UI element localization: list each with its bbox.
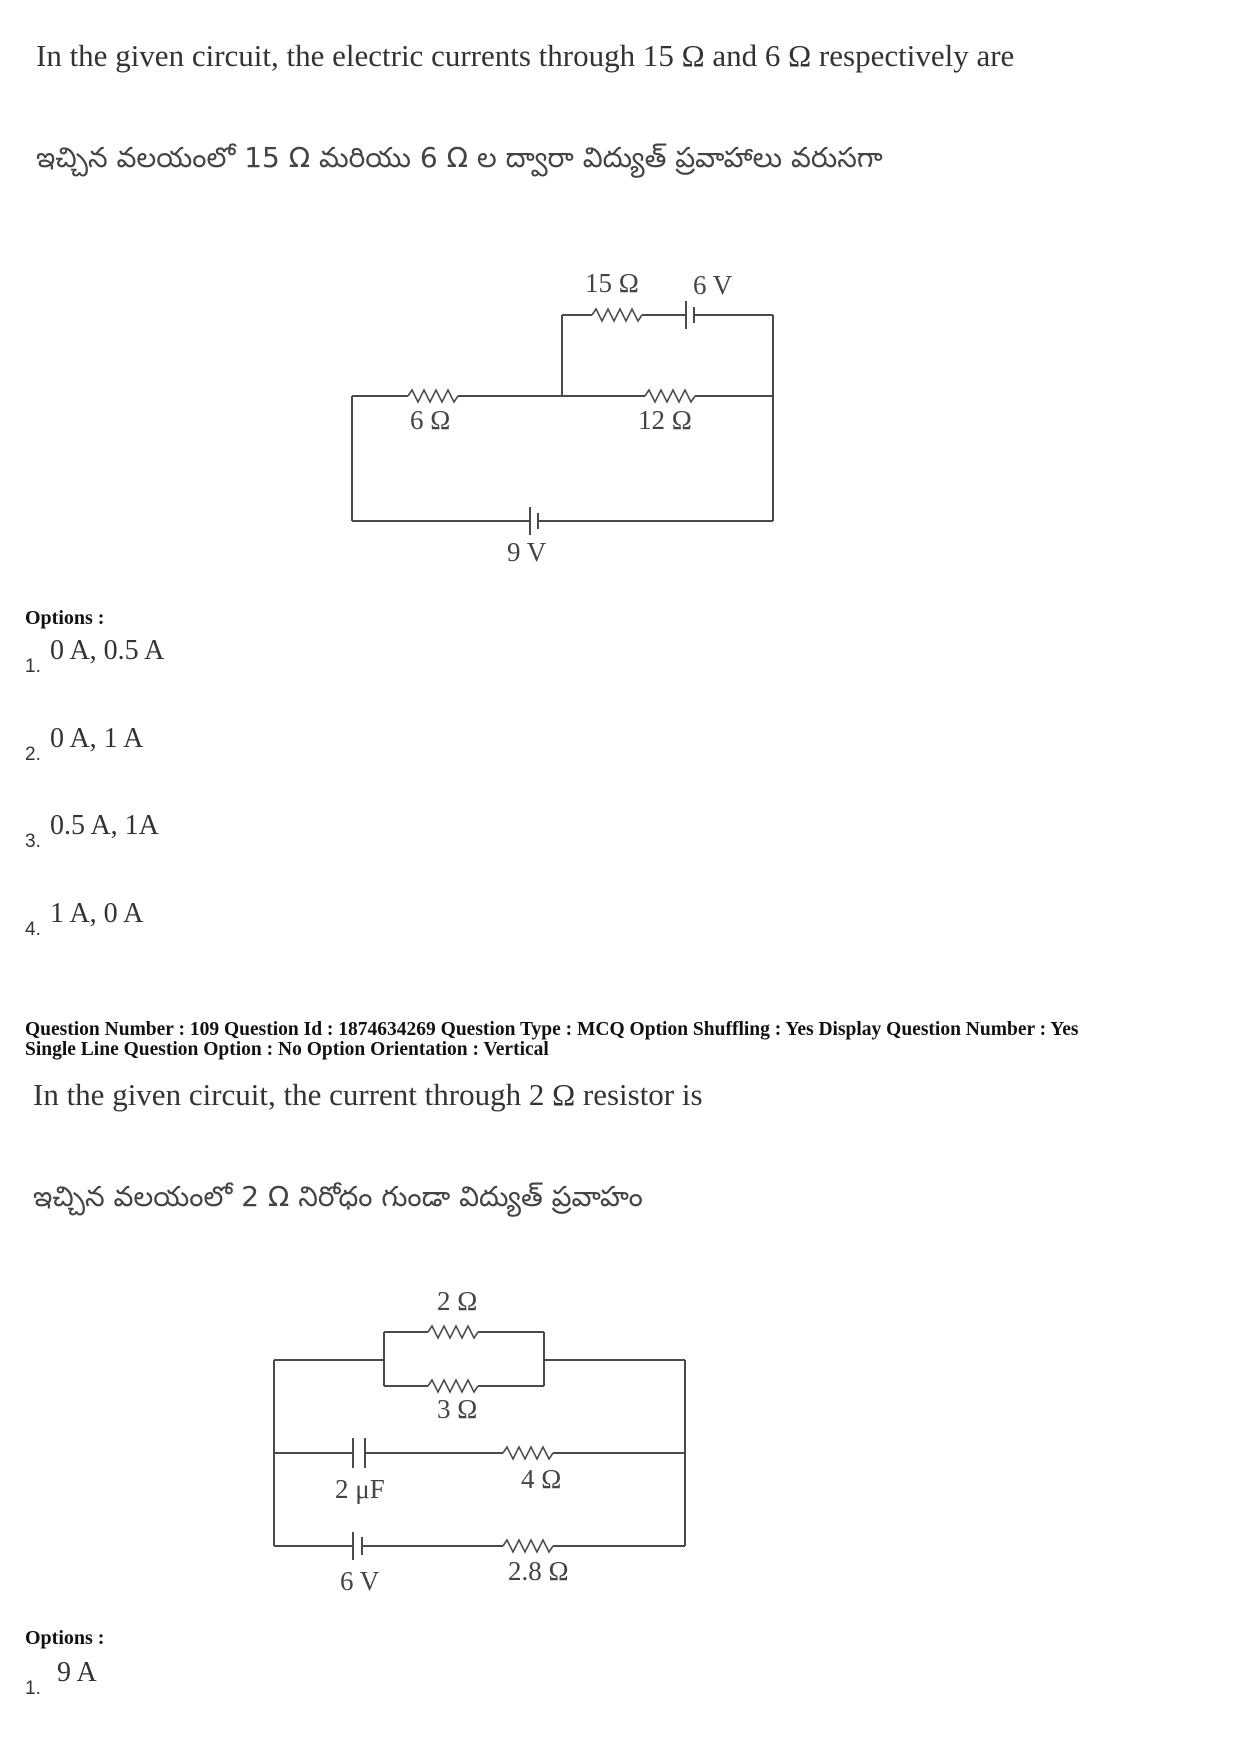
option-number: 1. xyxy=(25,656,41,677)
option-text: 0.5 A, 1A xyxy=(50,810,159,841)
label-15-ohm: 15 Ω xyxy=(585,268,639,298)
label-6-volt: 6 V xyxy=(693,270,733,300)
options-label: Options : xyxy=(25,607,105,629)
resistor-15-ohm xyxy=(592,309,642,321)
option-item[interactable] xyxy=(25,723,425,763)
resistor-3-ohm xyxy=(428,1380,478,1392)
question-meta-line2: Single Line Question Option : No Option Orientation : Vertical xyxy=(25,1039,549,1060)
option-text: 0 A, 1 A xyxy=(50,723,144,754)
question-text-te: ఇచ్చిన వలయంలో 15 Ω మరియు 6 Ω ల ద్వారా విద్యుత్ ప్రవాహాలు వరుసగా xyxy=(36,141,883,174)
option-item[interactable] xyxy=(25,810,425,850)
label-2-8-ohm: 2.8 Ω xyxy=(508,1556,569,1586)
resistor-6-ohm xyxy=(408,390,458,402)
label-3-ohm: 3 Ω xyxy=(437,1394,478,1424)
label-6-volt: 6 V xyxy=(340,1566,380,1596)
option-number: 1. xyxy=(25,1678,41,1699)
label-2-microfarad: 2 μF xyxy=(335,1474,385,1504)
option-item[interactable] xyxy=(25,898,425,938)
label-4-ohm: 4 Ω xyxy=(521,1464,562,1494)
resistor-2-8-ohm xyxy=(503,1540,553,1552)
option-number: 2. xyxy=(25,744,41,765)
label-2-ohm: 2 Ω xyxy=(437,1286,478,1316)
circuit-diagram-q109 xyxy=(0,1270,1240,1620)
options-label: Options : xyxy=(25,1627,105,1649)
label-6-ohm: 6 Ω xyxy=(410,405,451,435)
circuit-diagram-q108 xyxy=(0,0,1240,600)
question-meta-line1: Question Number : 109 Question Id : 1874634269 Question Type : MCQ Option Shuffling : Yes Display Question Number : Yes xyxy=(25,1019,1079,1040)
question-text-te: ఇచ్చిన వలయంలో 2 Ω నిరోధం గుండా విద్యుత్ ప్రవాహం xyxy=(33,1180,643,1213)
option-text: 9 A xyxy=(57,1657,97,1688)
option-number: 4. xyxy=(25,919,41,940)
option-item[interactable] xyxy=(25,1657,425,1697)
question-text-en: In the given circuit, the electric currents through 15 Ω and 6 Ω respectively are xyxy=(36,38,1015,73)
label-12-ohm: 12 Ω xyxy=(638,405,692,435)
label-9-volt: 9 V xyxy=(507,537,547,567)
option-item[interactable] xyxy=(25,635,425,675)
question-text-en: In the given circuit, the current through 2 Ω resistor is xyxy=(33,1077,703,1112)
option-text: 1 A, 0 A xyxy=(50,898,144,929)
option-number: 3. xyxy=(25,831,41,852)
resistor-4-ohm xyxy=(503,1447,553,1459)
resistor-2-ohm xyxy=(428,1326,478,1338)
option-text: 0 A, 0.5 A xyxy=(50,635,165,666)
resistor-12-ohm xyxy=(645,390,695,402)
